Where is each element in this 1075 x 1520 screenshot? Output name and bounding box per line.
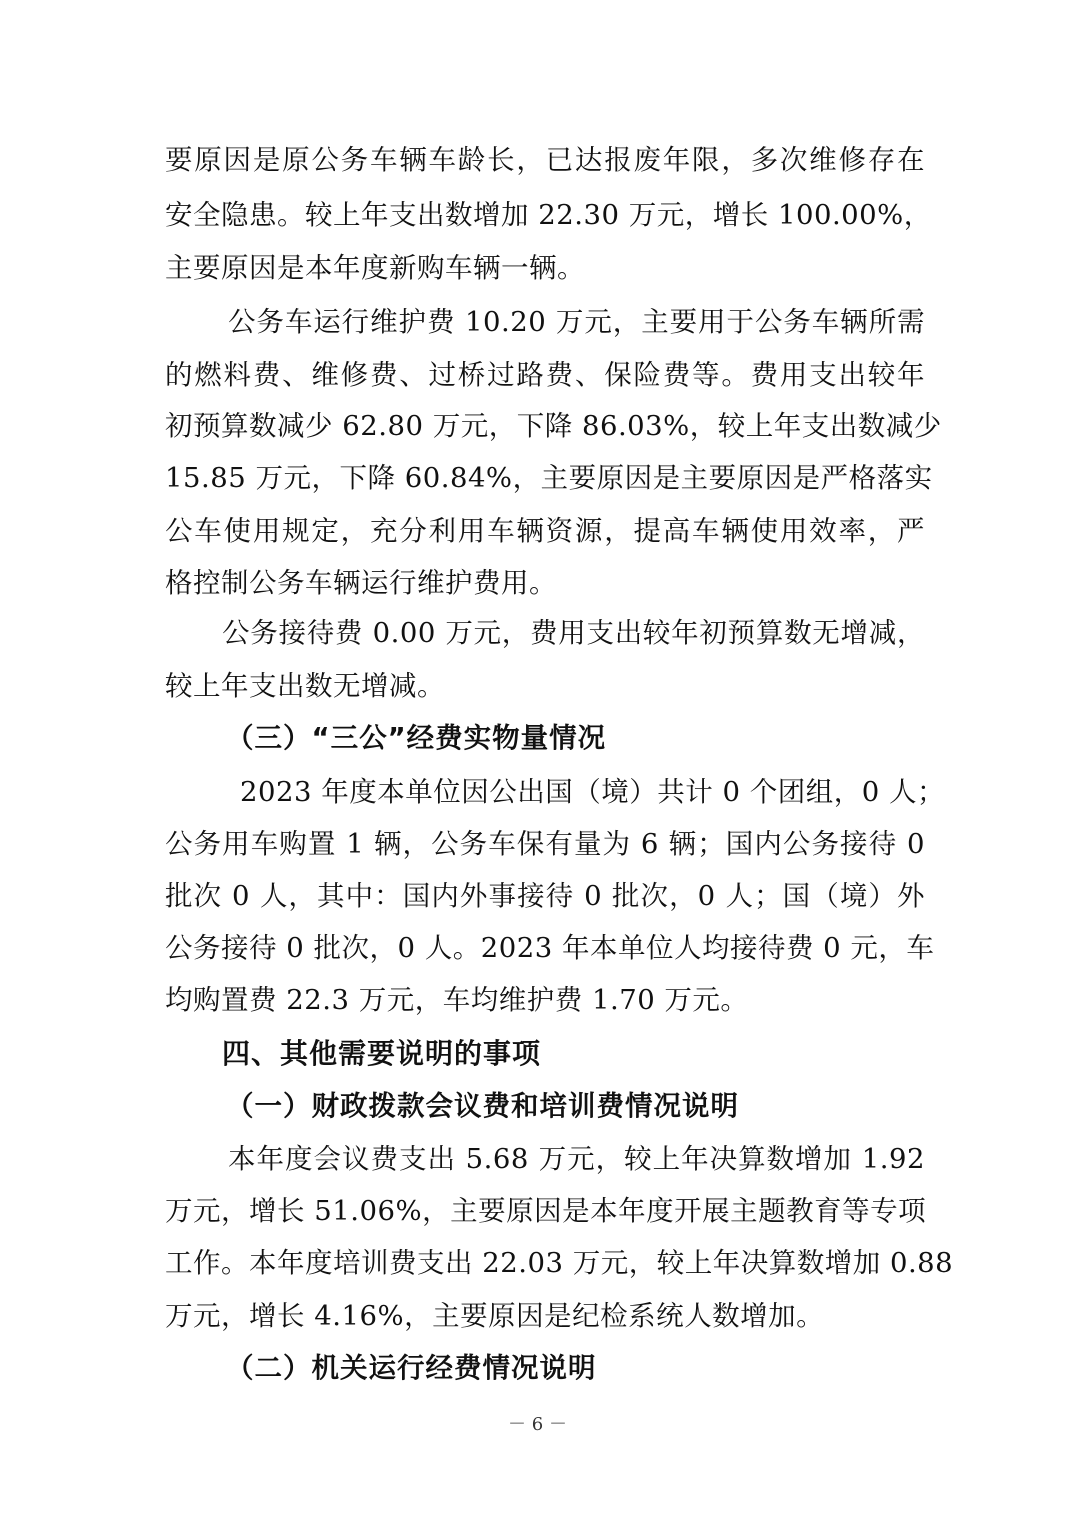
body-text-line: 公务接待费 0.00 万元，费用支出较年初预算数无增减，: [222, 617, 925, 649]
body-text-line: 公车使用规定，充分利用车辆资源，提高车辆使用效率，严: [165, 515, 925, 547]
body-text-line: 安全隐患。较上年支出数增加 22.30 万元，增长 100.00%，: [165, 199, 932, 231]
body-text-line: 初预算数减少 62.80 万元，下降 86.03%，较上年支出数减少: [165, 410, 942, 442]
body-text-line: 均购置费 22.3 万元，车均维护费 1.70 万元。: [165, 984, 749, 1016]
body-text-line: 主要原因是本年度新购车辆一辆。: [165, 252, 585, 284]
body-text-line: 2023 年度本单位因公出国（境）共计 0 个团组，0 人；: [240, 776, 945, 808]
body-text-line: 格控制公务车辆运行维护费用。: [165, 567, 557, 599]
section-heading: （三）“三公”经费实物量情况: [226, 722, 607, 754]
body-text-line: 较上年支出数无增减。: [165, 670, 445, 702]
body-text-line: 万元，增长 51.06%，主要原因是本年度开展主题教育等专项: [165, 1195, 927, 1227]
body-text-line: 公务接待 0 批次，0 人。2023 年本单位人均接待费 0 元，车: [165, 932, 935, 964]
body-text-line: 公务车运行维护费 10.20 万元，主要用于公务车辆所需: [228, 306, 925, 338]
section-heading: （二）机关运行经费情况说明: [226, 1352, 597, 1384]
body-text-line: 工作。本年度培训费支出 22.03 万元，较上年决算数增加 0.88: [165, 1247, 954, 1279]
section-heading: 四、其他需要说明的事项: [222, 1037, 542, 1070]
body-text-line: 的燃料费、维修费、过桥过路费、保险费等。费用支出较年: [165, 359, 925, 391]
body-text-line: 要原因是原公务车辆车龄长，已达报废年限，多次维修存在: [165, 144, 925, 176]
body-text-line: 万元，增长 4.16%，主要原因是纪检系统人数增加。: [165, 1300, 825, 1332]
page-number: － 6 －: [508, 1414, 567, 1435]
body-text-line: 15.85 万元，下降 60.84%，主要原因是主要原因是严格落实: [165, 462, 933, 494]
body-text-line: 本年度会议费支出 5.68 万元，较上年决算数增加 1.92: [228, 1143, 925, 1175]
section-heading: （一）财政拨款会议费和培训费情况说明: [226, 1090, 739, 1122]
body-text-line: 批次 0 人，其中：国内外事接待 0 批次，0 人；国（境）外: [165, 880, 925, 912]
body-text-line: 公务用车购置 1 辆，公务车保有量为 6 辆；国内公务接待 0: [165, 828, 925, 860]
